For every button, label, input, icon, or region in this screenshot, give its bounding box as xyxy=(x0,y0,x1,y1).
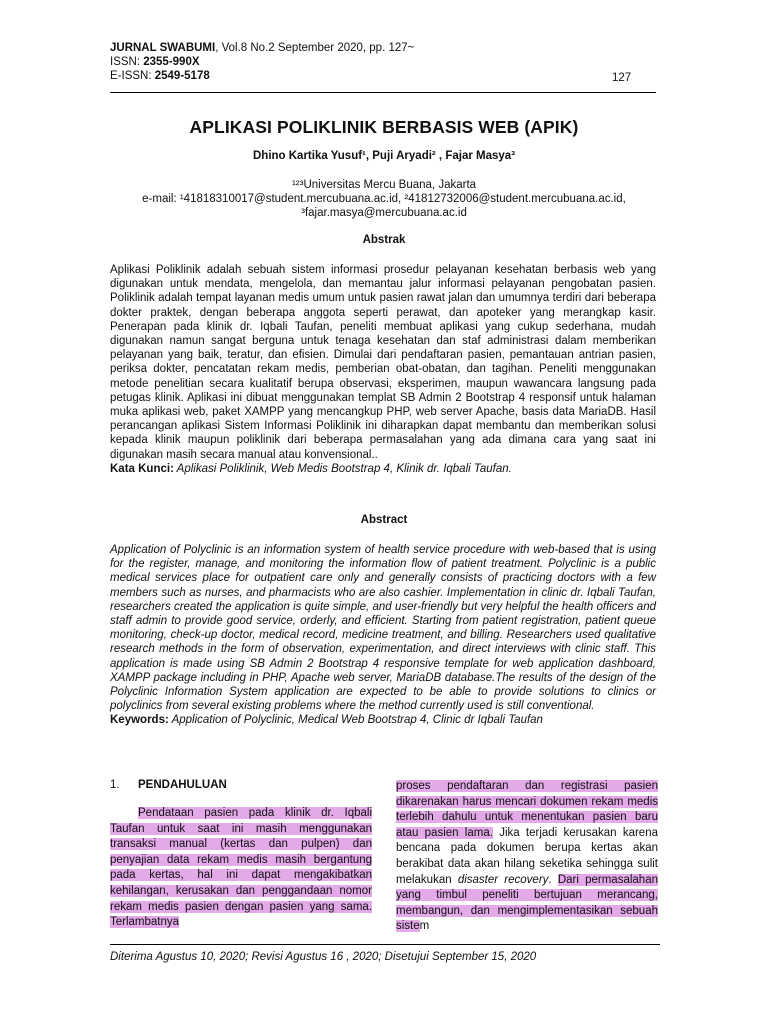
kata-kunci-text: Aplikasi Poliklinik, Web Medis Bootstrap 4, Klinik dr. Iqbali Taufan. xyxy=(173,462,512,475)
abstrak-heading: Abstrak xyxy=(362,234,406,246)
affiliation: ¹²³Universitas Mercu Buana, Jakarta xyxy=(291,179,477,191)
abstract-heading: Abstract xyxy=(360,514,408,526)
section-number: 1. xyxy=(110,779,120,791)
keywords-label: Keywords: xyxy=(110,714,169,727)
issn-value: 2355-990X xyxy=(143,56,200,68)
eissn-label: E-ISSN: xyxy=(110,70,155,82)
left-column-paragraph xyxy=(110,806,372,931)
highlighted-text-left: Pendataan pasien pada klinik dr. Iqbali Taufan untuk saat ini masih menggunakan transaksi manual (kertas dan pulpen) dan penyajian data rekam medis masih bergantung pada kertas, hal ini dapat mengakibatkan kehilangan, kerusakan dan penggandaan nomor rekam medis pasien dengan pasien yang sama. Terlambatnya xyxy=(110,807,372,929)
paper-title: APLIKASI POLIKLINIK BERBASIS WEB (APIK) xyxy=(189,117,579,137)
keywords-text: Application of Polyclinic, Medical Web Bootstrap 4, Clinic dr Iqbali Taufan xyxy=(168,714,543,727)
section-heading: PENDAHULUAN xyxy=(138,779,227,791)
highlighted-text-right-1: proses pendaftaran dan registrasi pasien dikarenakan harus mencari dokumen rekam medis terlebih dahulu untuk menentukan pasien baru atau pasien lama. xyxy=(396,780,658,839)
right-column-paragraph xyxy=(396,779,658,935)
right-italic-term: disaster recovery xyxy=(457,873,549,886)
abstrak-body: Aplikasi Poliklinik adalah sebuah sistem informasi prosedur pelayanan kesehatan berbasis web yang digunakan untuk mendata, mengelola, dan memantau jalur informasi pelayanan pengobatan pasien. Poliklinik adalah tempat layanan medis umum untuk pasien rawat jalan dan umumnya terdiri dari beberapa dokter praktek, dengan beberapa anggota seperti perawat, dan apoteker yang merangkap kasir. Penerapan pada klinik dr. Iqbali Taufan, peneliti membuat aplikasi yang cukup sederhana, mudah digunakan namun sangat berguna untuk tenaga kesehatan dan staf administrasi dalam memberikan pelayanan yang baik, teratur, dan efisien. Dimulai dari pendaftaran pasien, pemantauan antrian pasien, periksa dokter, pencatatan rekam medis, pemberian obat-obatan, dan tagihan. Peneliti menggunakan metode penelitian secara kualitatif berupa observasi, eksperimen, maupun wawancara langsung pada petugas klinik. Aplikasi ini dibuat menggunakan templat SB Admin 2 Bootstrap 4 responsif untuk halaman muka aplikasi web, paket XAMPP yang mencangkup PHP, web server Apache, basis data MariaDB. Hasil perancangan aplikasi Sistem Informasi Poliklinik ini diharapkan dapat membantu dan memberikan solusi kepada klinik maupun poliklinik dari beberapa permasalahan yang ada dimana cara yang saat ini digunakan masih secara manual atau konvensional.. xyxy=(110,264,656,461)
right-text-1: Jika terjadi kerusakan karena bencana pada dokumen berupa kertas akan berakibat data akan hilang seketika sehingga sulit melakukan xyxy=(396,826,658,886)
issn-label: ISSN: xyxy=(110,56,144,68)
email-line-1: e-mail: ¹41818310017@student.mercubuana.ac.id, ²41812732006@student.mercubuana.ac.id, xyxy=(142,193,626,205)
submission-dates: Diterima Agustus 10, 2020; Revisi Agustus 16 , 2020; Disetujui September 15, 2020 xyxy=(110,951,537,963)
author-list: Dhino Kartika Yusuf¹, Puji Aryadi² , Fajar Masya³ xyxy=(252,150,515,162)
journal-name: JURNAL SWABUMI xyxy=(110,42,216,54)
kata-kunci-label: Kata Kunci: xyxy=(110,462,174,475)
abstract-body: Application of Polyclinic is an information system of health service procedure with web-based that is using for the register, manage, and monitoring the information flow of patient treatment. Polyclinic is a public medical services place for outpatient care only and generally consists of practicing doctors with a few members such as nurses, and pharmacists who are also cashier. Implementation in clinic dr. Iqbali Taufan, researchers created the application is quite simple, and user-friendly but very helpful the health officers and staff admin to provide good service, orderly, and efficient. Starting from patient registration, patient queue monitoring, check-up doctor, medical record, medicine treatment, and billing. Researchers used qualitative research methods in the form of observation, experimentation, and direct interviews with clinic staff. This application is made using SB Admin 2 Bootstrap 4 responsive template for web application dashboard, XAMPP package including in PHP, Apache web server, MariaDB database.The results of the design of the Polyclinic Information System application are expected to be able to provide solutions to clinics or polyclinics from several existing problems where the method currently used is still conventional. xyxy=(110,544,656,713)
issn-line xyxy=(110,56,200,69)
right-text-tail: m xyxy=(419,920,430,933)
eissn-value: 2549-5178 xyxy=(154,70,210,82)
eissn-line xyxy=(110,70,210,83)
page-number: 127 xyxy=(612,72,632,84)
highlighted-text-right-2: Dari permasalahan yang timbul peneliti bertujuan merancang, membangun, dan mengimplementasikan sebuah siste xyxy=(396,873,658,933)
journal-volume: , Vol.8 No.2 September 2020, pp. 127~ xyxy=(215,42,415,54)
header-rule xyxy=(110,92,656,93)
right-text-2: . xyxy=(548,873,558,886)
email-line-2: ³fajar.masya@mercubuana.ac.id xyxy=(301,207,467,219)
abstrak-section xyxy=(110,263,656,476)
footer-rule xyxy=(110,944,660,945)
journal-citation xyxy=(110,42,414,55)
abstract-section xyxy=(110,543,656,728)
